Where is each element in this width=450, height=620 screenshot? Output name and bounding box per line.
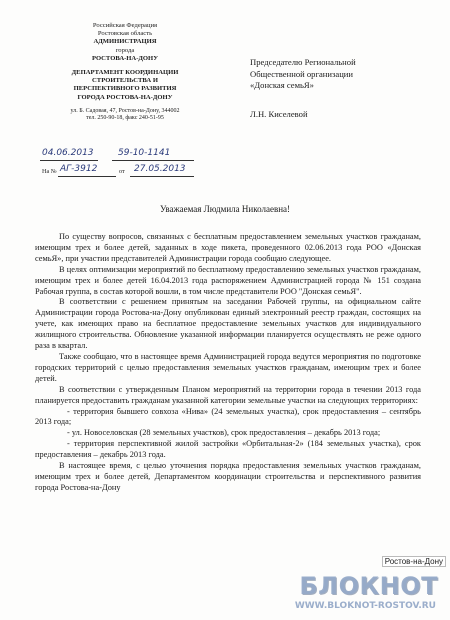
recipient-block [250,57,440,120]
territory-item-3: - территория перспективной жилой застройки «Орбитальная-2» (184 земельных участка), срок предоставления – декабрь 2013 года. [35,439,421,460]
letterhead-city: РОСТОВА-НА-ДОНУ [91,54,159,62]
incoming-number-label: На № [42,168,57,175]
recipient-line-3: «Донская семьЯ» [250,80,314,90]
letterhead-phone: тел. 250-90-18, факс 240-51-95 [86,115,164,122]
recipient-line-1: Председателю Региональной [250,57,356,67]
paragraph-1: По существу вопросов, связанных с бесплатным предоставлением земельных участков гражданам, имеющим трех и более детей, заданных в ходе пикета, проведенного 02.06.2013 года РОО «Донская семьЯ», при участии представителей Администрации города сообщаю следующее. [35,232,421,263]
territory-item-2: - ул. Новоселовская (28 земельных участков), срок предоставления – декабрь 2013 года; [67,428,381,438]
letterhead [40,22,210,123]
watermark-logo: БЛОКНОТ [299,572,438,600]
letterhead-department-3: ПЕРСПЕКТИВНОГО РАЗВИТИЯ [73,85,177,93]
letterhead-city-word: города [115,46,135,54]
watermark-url: WWW.BLOKNOT-ROSTOV.RU [294,601,436,611]
letterhead-region: Ростовская область [97,30,153,38]
incoming-date-label: от [119,168,125,175]
letterhead-department-1: ДЕПАРТАМЕНТ КООРДИНАЦИИ [71,69,179,77]
incoming-date: 27.05.2013 [134,164,186,174]
letterhead-address: ул. Б. Садовая, 47, Ростов-на-Дону, 344002 [70,107,180,114]
paragraph-5: В соответствии с утвержденным Планом мероприятий на территории города в течении 2013 года планируется предоставить гражданам указанной категории земельные участки на следующих территориях: [35,384,421,405]
paragraph-2: В целях оптимизации мероприятий по бесплатному предоставлению земельных участков гражданам, имеющим трех и более детей 16.04.2013 года распоряжением Администрацией города № 151 создана Рабочая группа, в состав которой вошли, в том числе представители РОО "Донская семьЯ". [35,264,421,296]
paragraph-4: Также сообщаю, что в настоящее время Администрацией города ведутся мероприятия по подготовке городских территорий с целью предоставления земельных участков гражданам, имеющим трех и более детей. [35,351,421,383]
outgoing-number: 59-10-1141 [118,148,171,158]
paragraph-6: В настоящее время, с целью уточнения порядка предоставления земельных участков гражданам, имеющим трех и более детей, Департаментом координации строительства и перспективного развития города Ростова-на-Дону [35,461,421,492]
letterhead-country: Российская Федерация [92,22,158,29]
watermark-site-label: Ростов-на-Дону [382,556,446,567]
outgoing-date: 04.06.2013 [42,148,94,158]
letter-body [35,232,421,494]
paragraph-3: В соответствии с решением принятым на заседании Рабочей группы, на официальном сайте Администрации города Ростова-на-Дону опубликован единый электронный реестр граждан, состоящих на учете, как имеющих право на бесплатное предоставление земельных участков для индивидуального жилищного строительства. Обновление указанной информации планируется осуществлять не реже одного раза в квартал. [35,297,421,351]
letterhead-department-2: СТРОИТЕЛЬСТВА И [92,77,158,85]
recipient-line-2: Общественной организации [250,68,353,79]
territory-item-1: - территория бывшего совхоза «Нива» (24 земельных участка), срок предоставления – сентябрь 2013 года; [35,406,421,427]
recipient-name: Л.Н. Киселевой [250,108,308,119]
letterhead-department-4: ГОРОДА РОСТОВА-НА-ДОНУ [77,93,173,101]
incoming-number: АГ-3912 [60,164,98,174]
salutation: Уважаемая Людмила Николаевна! [159,204,291,214]
letterhead-administration: АДМИНИСТРАЦИЯ [93,38,157,46]
